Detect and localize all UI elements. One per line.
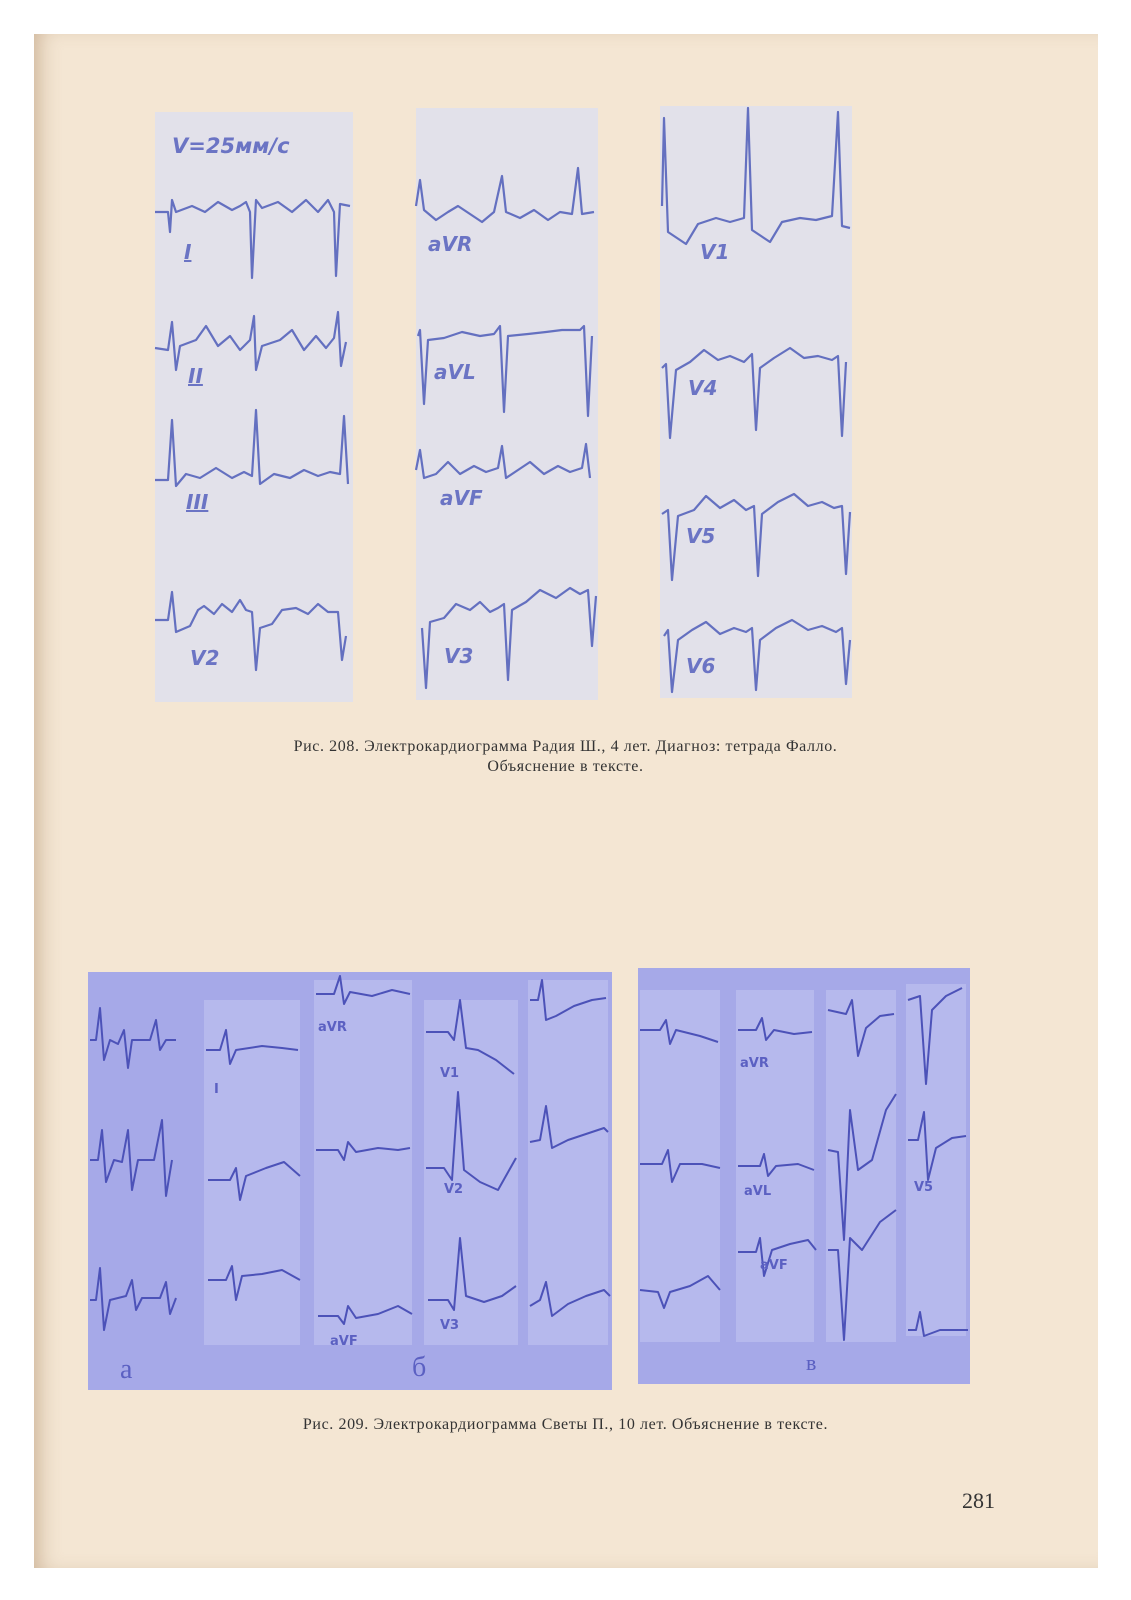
photo-lead-aVF: aVF (330, 1334, 358, 1349)
figure-208-caption-line1: Рис. 208. Электрокардиограмма Радия Ш., 4 лет. Диагноз: тетрада Фалло. (293, 738, 838, 755)
photo-lead-V3: V3 (440, 1318, 460, 1333)
lead-label-II: II (188, 364, 203, 388)
figure-208-caption-line2: Объяснение в тексте. (487, 758, 644, 775)
figure-209-caption: Рис. 209. Электрокардиограмма Светы П., 10 лет. Объяснение в тексте. (302, 1416, 829, 1433)
page-number: 281 (962, 1488, 995, 1513)
section-label-b: б (412, 1352, 427, 1383)
photo-lead-V1: V1 (440, 1066, 460, 1081)
photo-lead-V2: V2 (444, 1182, 464, 1197)
lead-label-aVF: aVF (440, 486, 483, 510)
section-label-a: а (120, 1354, 133, 1385)
photo-lead-aVF-c: aVF (760, 1258, 788, 1273)
section-label-c: в (806, 1350, 817, 1375)
lead-label-V3: V3 (444, 644, 474, 668)
lead-label-V5: V5 (686, 524, 716, 548)
photo-lead-aVR: aVR (318, 1020, 347, 1035)
lead-label-III: III (186, 490, 209, 514)
photo-lead-aVL: aVL (744, 1184, 772, 1199)
lead-label-V2: V2 (190, 646, 220, 670)
photo-lead-V5: V5 (914, 1180, 934, 1195)
lead-label-V4: V4 (688, 376, 718, 400)
lead-label-V6: V6 (686, 654, 716, 678)
lead-label-aVL: aVL (434, 360, 476, 384)
lead-label-V1: V1 (700, 240, 730, 264)
speed-note: V=25мм/c (172, 134, 290, 158)
photo-lead-aVR-c: aVR (740, 1056, 769, 1071)
lead-label-I: I (184, 240, 192, 264)
lead-label-aVR: aVR (428, 232, 473, 256)
photo-lead-I: I (214, 1082, 219, 1097)
